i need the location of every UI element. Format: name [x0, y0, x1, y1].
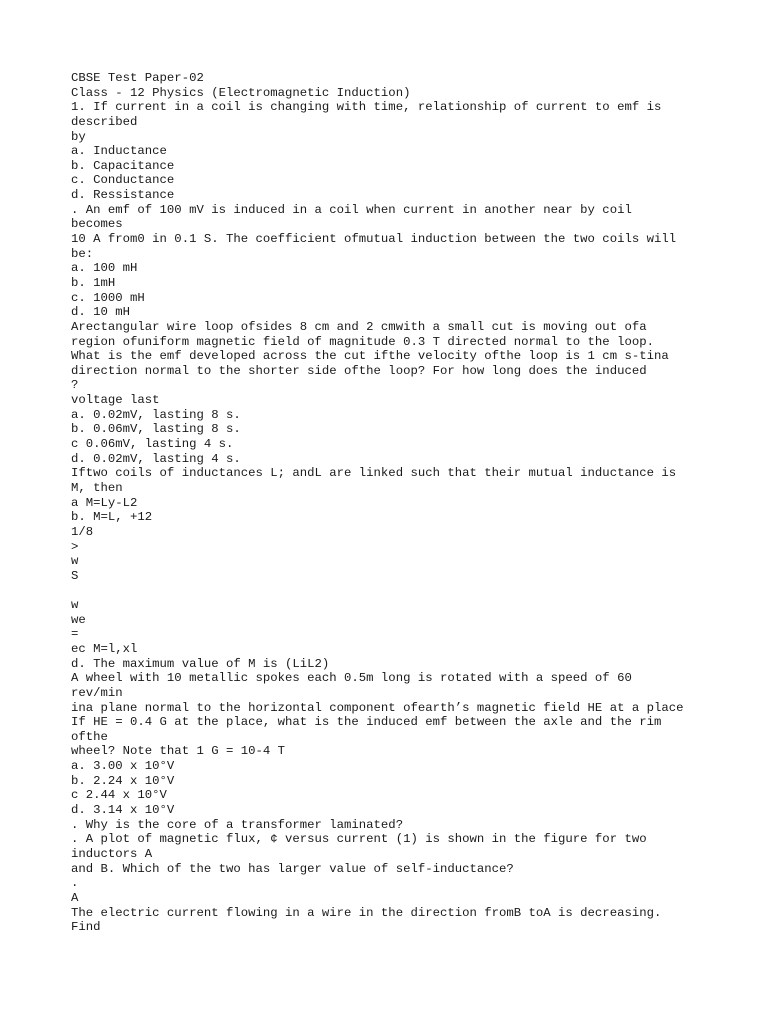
- question-5-text: A wheel with 10 metallic spokes each 0.5m long is rotated with a speed of 60: [71, 671, 632, 686]
- ocr-fragment: .: [71, 876, 79, 891]
- ocr-fragment: >: [71, 539, 79, 554]
- question-4-option-b: b. M=L, +12: [71, 510, 153, 525]
- question-5-option-a: a. 3.00 x 10°V: [71, 759, 175, 774]
- question-4-option-d: d. The maximum value of M is (LiL2): [71, 656, 330, 671]
- question-1-text: by: [71, 129, 86, 144]
- question-4-text: M, then: [71, 480, 123, 495]
- page-number: 1/8: [71, 524, 94, 539]
- doc-title: CBSE Test Paper-02: [71, 71, 204, 85]
- question-1-text: 1. If current in a coil is changing with time, relationship of current to emf is: [71, 100, 662, 115]
- question-3-text: voltage last: [71, 393, 160, 408]
- question-1-option-b: b. Capacitance: [71, 158, 175, 173]
- question-5-option-b: b. 2.24 x 10°V: [71, 773, 175, 788]
- ocr-fragment: =: [71, 627, 79, 642]
- ocr-fragment: S: [71, 568, 79, 583]
- question-1-option-a: a. Inductance: [71, 144, 167, 159]
- question-5-text: rev/min: [71, 685, 123, 700]
- question-4-text: Iftwo coils of inductances L; andL are linked such that their mutual inductance is: [71, 466, 677, 481]
- question-3-option-a: a. 0.02mV, lasting 8 s.: [71, 407, 241, 422]
- ocr-fragment: we: [71, 612, 86, 627]
- question-3-text: Arectangular wire loop ofsides 8 cm and 2 cmwith a small cut is moving out ofa: [71, 319, 647, 334]
- question-4-option-a: a M=Ly-L2: [71, 495, 138, 510]
- question-2-text: becomes: [71, 217, 123, 232]
- question-3-option-d: d. 0.02mV, lasting 4 s.: [71, 451, 241, 466]
- question-2-text: be:: [71, 246, 94, 261]
- question-1-text: described: [71, 114, 138, 129]
- document-page: [71, 71, 761, 935]
- question-1-option-d: d. Ressistance: [71, 188, 175, 203]
- question-3-option-b: b. 0.06mV, lasting 8 s.: [71, 422, 241, 437]
- doc-subtitle: Class - 12 Physics (Electromagnetic Induction): [71, 85, 411, 100]
- question-5-option-d: d. 3.14 x 10°V: [71, 803, 175, 818]
- question-2-option-d: d. 10 mH: [71, 305, 131, 320]
- question-3-text: direction normal to the shorter side ofthe loop? For how long does the induced: [71, 363, 647, 378]
- question-7-text: and B. Which of the two has larger value of self-inductance?: [71, 861, 514, 876]
- question-5-text: ofthe: [71, 729, 108, 744]
- question-5-text: If HE = 0.4 G at the place, what is the induced emf between the axle and the rim: [71, 715, 662, 730]
- question-5-text: wheel? Note that 1 G = 10-4 T: [71, 744, 286, 759]
- ocr-fragment: w: [71, 598, 79, 613]
- question-3-text: ?: [71, 378, 79, 393]
- question-8-text: The electric current flowing in a wire in the direction fromB toA is decreasing.: [71, 905, 662, 920]
- question-2-text: . An emf of 100 mV is induced in a coil when current in another near by coil: [71, 202, 632, 217]
- question-3-option-c: c 0.06mV, lasting 4 s.: [71, 437, 234, 452]
- question-3-text: region ofuniform magnetic field of magnitude 0.3 T directed normal to the loop.: [71, 334, 654, 349]
- question-4-option-c: ec M=l,xl: [71, 641, 138, 656]
- question-5-text: ina plane normal to the horizontal component ofearth’s magnetic field HE at a place: [71, 700, 684, 715]
- question-2-text: 10 A from0 in 0.1 S. The coefficient ofmutual induction between the two coils will: [71, 232, 677, 247]
- question-3-text: What is the emf developed across the cut ifthe velocity ofthe loop is 1 cm s-tina: [71, 349, 669, 364]
- ocr-fragment: w: [71, 554, 79, 569]
- question-8-text: Find: [71, 920, 101, 935]
- question-2-option-c: c. 1000 mH: [71, 290, 145, 305]
- figure-label: A: [71, 890, 79, 905]
- question-1-option-c: c. Conductance: [71, 173, 175, 188]
- question-7-text: inductors A: [71, 846, 153, 861]
- question-5-option-c: c 2.44 x 10°V: [71, 788, 167, 803]
- question-6-text: . Why is the core of a transformer laminated?: [71, 817, 404, 832]
- question-2-option-a: a. 100 mH: [71, 261, 138, 276]
- question-2-option-b: b. 1mH: [71, 275, 116, 290]
- question-7-text: . A plot of magnetic flux, ¢ versus current (1) is shown in the figure for two: [71, 832, 647, 847]
- blank-line: [71, 583, 761, 598]
